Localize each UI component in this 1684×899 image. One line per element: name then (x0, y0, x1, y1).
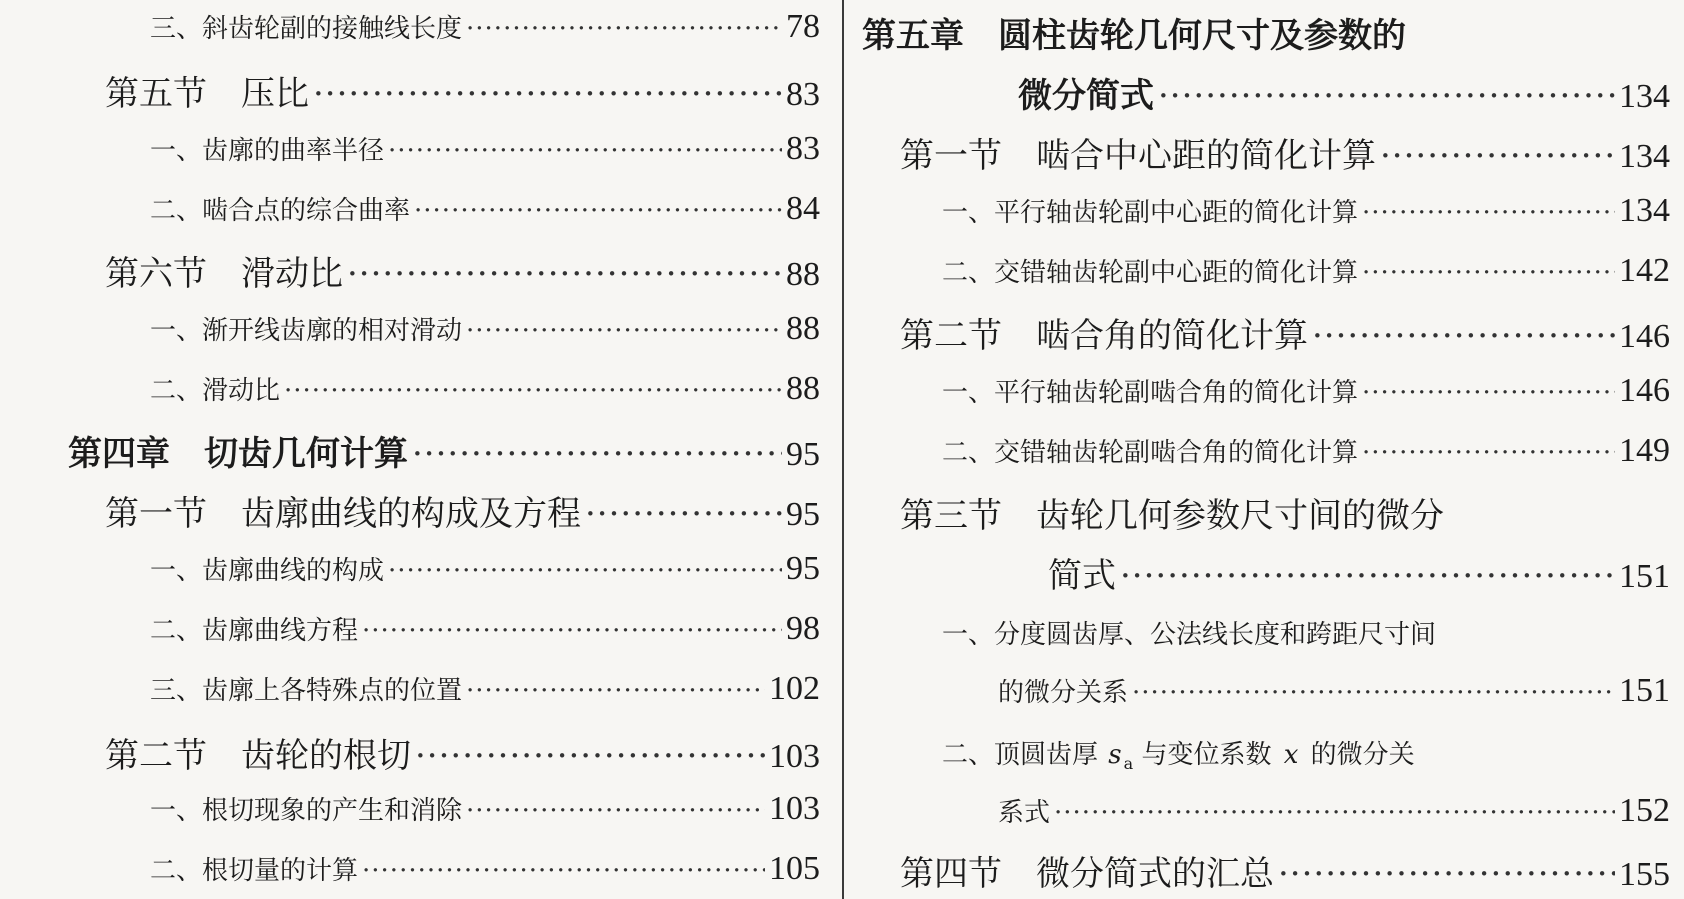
toc-entry-title: 二、滑动比 (150, 376, 281, 406)
toc-entry[interactable] (942, 252, 1670, 290)
toc-entry-page: 146 (1619, 318, 1670, 355)
toc-entry[interactable] (998, 792, 1670, 830)
dot-leader (284, 376, 782, 406)
toc-entry-title: 的微分关系 (998, 678, 1129, 708)
dot-leader (415, 736, 765, 776)
dot-leader (1132, 678, 1615, 708)
toc-entry-page: 142 (1619, 252, 1670, 289)
toc-item-title-line1[interactable]: 一、分度圆齿厚、公法线长度和跨距尺寸间 (942, 620, 1437, 650)
toc-entry-title: 第六节 滑动比 (105, 254, 343, 294)
toc-entry-page: 95 (786, 550, 820, 587)
toc-entry-title: 二、根切量的计算 (150, 856, 359, 886)
toc-entry-page: 88 (786, 310, 820, 347)
dot-leader (362, 616, 782, 646)
dot-leader (466, 676, 765, 706)
column-divider (842, 0, 844, 899)
toc-entry-title: 第二节 齿轮的根切 (105, 736, 411, 776)
toc-chapter-title-line1[interactable]: 第五章 圆柱齿轮几何尺寸及参数的 (862, 16, 1406, 56)
dot-leader (1120, 556, 1615, 596)
toc-section-title-line1[interactable]: 第三节 齿轮几何参数尺寸间的微分 (900, 496, 1444, 536)
toc-entry-page: 146 (1619, 372, 1670, 409)
toc-entry-title: 一、齿廓曲线的构成 (150, 556, 385, 586)
dot-leader (347, 254, 782, 294)
toc-entry-page: 88 (786, 256, 820, 293)
toc-entry-title: 第五节 压比 (105, 74, 309, 114)
dot-leader (1362, 258, 1615, 288)
toc-entry[interactable] (150, 310, 820, 348)
toc-entry[interactable] (942, 192, 1670, 230)
toc-entry-title: 二、交错轴齿轮副中心距的简化计算 (942, 258, 1359, 288)
dot-leader (1362, 378, 1615, 408)
toc-entry-title: 第一节 齿廓曲线的构成及方程 (105, 494, 581, 534)
toc-entry-title: 一、平行轴齿轮副中心距的简化计算 (942, 198, 1359, 228)
toc-entry[interactable] (900, 128, 1670, 177)
dot-leader (1362, 438, 1615, 468)
dot-leader (388, 556, 782, 586)
dot-leader (1054, 798, 1615, 828)
math-symbol-x: x (1283, 740, 1299, 770)
toc-entry[interactable] (150, 610, 820, 648)
dot-leader (388, 136, 782, 166)
toc-entry-page: 83 (786, 76, 820, 113)
dot-leader (362, 856, 765, 886)
toc-entry-page: 134 (1619, 138, 1670, 175)
toc-entry[interactable] (150, 550, 820, 588)
toc-entry-title: 第四章 切齿几何计算 (68, 434, 408, 474)
toc-entry-title: 二、齿廓曲线方程 (150, 616, 359, 646)
toc-entry-title: 第二节 啮合角的简化计算 (900, 316, 1308, 356)
toc-entry-page: 103 (769, 738, 820, 775)
toc-entry-title: 三、齿廓上各特殊点的位置 (150, 676, 463, 706)
dot-leader (466, 316, 782, 346)
toc-entry-title: 三、斜齿轮副的接触线长度 (150, 14, 463, 44)
toc-entry-page: 83 (786, 130, 820, 167)
toc-entry-title: 系式 (998, 798, 1051, 828)
dot-leader (1380, 136, 1615, 176)
toc-entry-page: 151 (1619, 558, 1670, 595)
toc-entry[interactable] (1048, 548, 1670, 597)
toc-entry[interactable] (150, 670, 820, 708)
toc-entry-page: 95 (786, 496, 820, 533)
dot-leader (414, 196, 782, 226)
math-subscript: a (1123, 754, 1134, 774)
toc-entry[interactable] (150, 370, 820, 408)
toc-entry-title: 一、根切现象的产生和消除 (150, 796, 463, 826)
toc-item-text: 二、顶圆齿厚 (942, 740, 1099, 770)
toc-chapter-entry[interactable] (1018, 68, 1670, 117)
toc-item-text: 与变位系数 (1141, 740, 1272, 770)
toc-entry[interactable] (150, 130, 820, 168)
toc-entry-page: 149 (1619, 432, 1670, 469)
toc-entry[interactable] (998, 672, 1670, 710)
dot-leader (1158, 76, 1615, 116)
toc-entry-page: 98 (786, 610, 820, 647)
toc-entry-page: 151 (1619, 672, 1670, 709)
toc-chapter-entry[interactable] (68, 426, 820, 475)
toc-entry-title: 二、交错轴齿轮副啮合角的简化计算 (942, 438, 1359, 468)
dot-leader (466, 14, 782, 44)
dot-leader (1278, 854, 1615, 894)
dot-leader (466, 796, 765, 826)
math-symbol-s: s (1108, 740, 1122, 770)
toc-entry-page: 134 (1619, 78, 1670, 115)
toc-entry-title: 一、齿廓的曲率半径 (150, 136, 385, 166)
toc-entry-title: 第一节 啮合中心距的简化计算 (900, 136, 1376, 176)
toc-entry-page: 134 (1619, 192, 1670, 229)
toc-entry[interactable] (150, 8, 820, 46)
toc-entry-title: 简式 (1048, 556, 1116, 596)
toc-entry-page: 105 (769, 850, 820, 887)
toc-entry-page: 88 (786, 370, 820, 407)
toc-entry[interactable] (105, 66, 820, 115)
dot-leader (585, 494, 782, 534)
toc-entry[interactable] (900, 846, 1670, 895)
toc-entry[interactable] (150, 850, 820, 888)
toc-entry[interactable] (105, 486, 820, 535)
toc-entry-page: 155 (1619, 856, 1670, 893)
toc-item-text: 的微分关 (1310, 740, 1415, 770)
toc-entry[interactable] (150, 190, 820, 228)
toc-entry-page: 152 (1619, 792, 1670, 829)
toc-entry-title: 第四节 微分简式的汇总 (900, 854, 1274, 894)
toc-entry-page: 84 (786, 190, 820, 227)
toc-entry-page: 95 (786, 436, 820, 473)
dot-leader (313, 74, 782, 114)
toc-entry[interactable] (150, 790, 820, 828)
toc-entry-page: 103 (769, 790, 820, 827)
toc-entry-title: 微分简式 (1018, 76, 1154, 116)
toc-entry-title: 一、渐开线齿廓的相对滑动 (150, 316, 463, 346)
toc-entry[interactable] (105, 728, 820, 777)
toc-entry[interactable] (942, 432, 1670, 470)
toc-item-title-line1[interactable] (942, 734, 1415, 773)
dot-leader (1312, 316, 1615, 356)
toc-entry-title: 二、啮合点的综合曲率 (150, 196, 411, 226)
dot-leader (1362, 198, 1615, 228)
toc-entry[interactable] (942, 372, 1670, 410)
toc-entry[interactable] (105, 246, 820, 295)
toc-entry-page: 102 (769, 670, 820, 707)
dot-leader (412, 434, 782, 474)
toc-entry-page: 78 (786, 8, 820, 45)
toc-entry[interactable] (900, 308, 1670, 357)
toc-entry-title: 一、平行轴齿轮副啮合角的简化计算 (942, 378, 1359, 408)
